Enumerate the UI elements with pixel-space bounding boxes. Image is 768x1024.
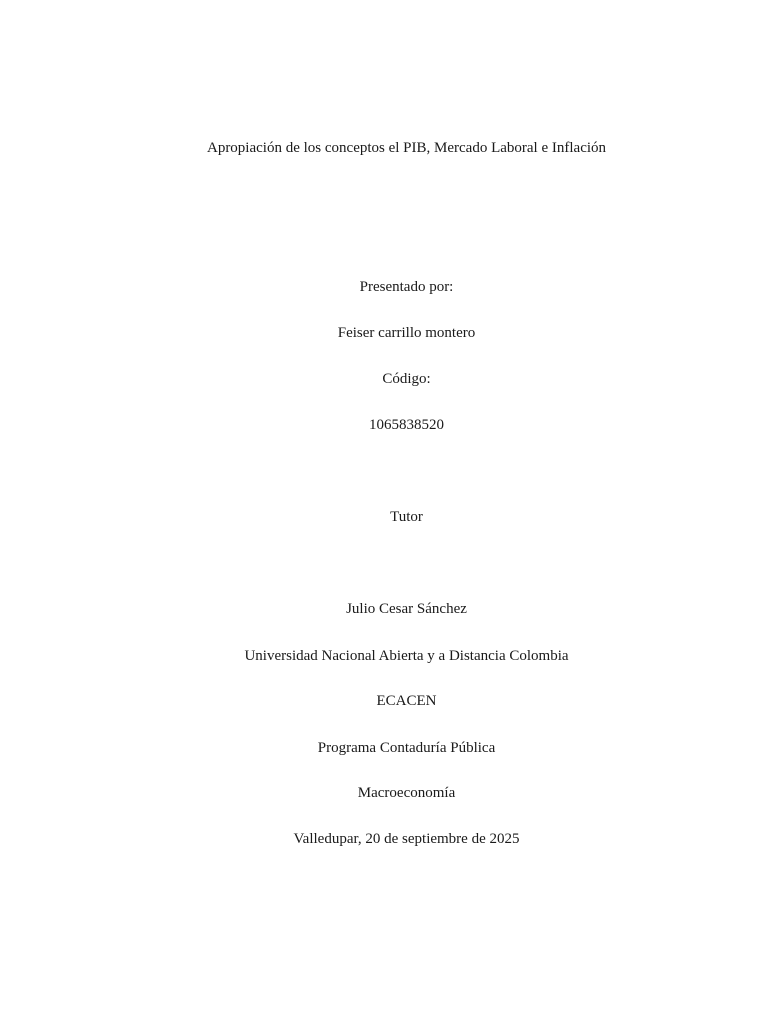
school-name: ECACEN (376, 693, 437, 709)
course-name: Macroeconomía (357, 785, 456, 801)
presented-by-label: Presentado por: (359, 279, 454, 295)
tutor-name: Julio Cesar Sánchez (346, 601, 467, 617)
code-label: Código: (382, 371, 431, 387)
author-name: Feiser carrillo montero (337, 325, 476, 341)
place-date: Valledupar, 20 de septiembre de 2025 (293, 831, 520, 847)
program-name: Programa Contaduría Pública (317, 740, 496, 756)
university-name: Universidad Nacional Abierta y a Distancia Colombia (244, 648, 569, 664)
tutor-label: Tutor (390, 509, 423, 525)
code-value: 1065838520 (369, 417, 444, 433)
document-title: Apropiación de los conceptos el PIB, Mercado Laboral e Inflación (206, 140, 607, 156)
